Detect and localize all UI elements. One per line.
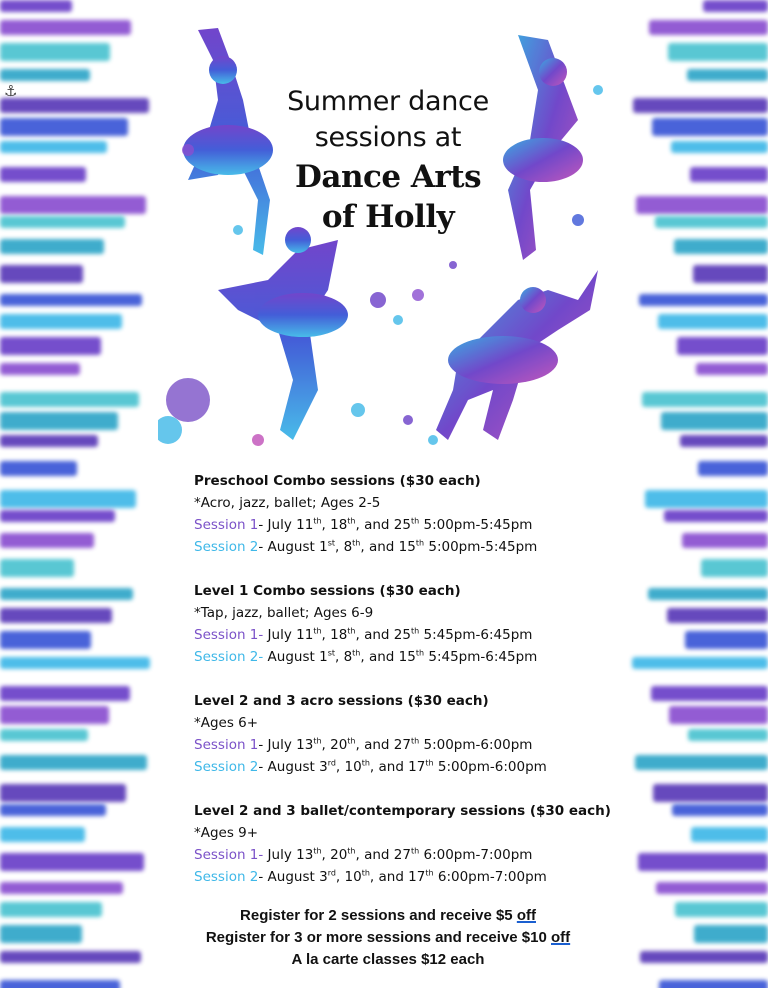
stripe [0,657,150,669]
section-heading: Level 1 Combo sessions ($30 each) [194,583,461,599]
flyer-title [278,84,498,236]
stripe [668,43,768,61]
dancer-top-left [183,28,273,255]
stripe [688,729,768,741]
dancer-top-right [503,35,583,260]
stripe [0,141,107,153]
session-listings [194,470,614,910]
stripe [0,118,128,136]
stripe [658,314,768,329]
stripe [671,141,768,153]
stripe [640,951,768,963]
section-detail: *Ages 9+ [194,825,259,841]
stripe [0,167,86,182]
section-heading: Preschool Combo sessions ($30 each) [194,473,481,489]
dancer-bottom-left [218,227,348,440]
stripe [682,533,768,548]
discount-line-2: Register for 3 or more sessions and receive $10 off [205,929,571,946]
stripe [0,196,146,214]
stripe [664,510,768,522]
stripe [0,314,122,329]
stripe [0,608,112,623]
stripe [0,951,141,963]
stripe [0,706,109,724]
stripe [0,43,110,61]
stripe [639,294,768,306]
stripe [0,337,101,355]
stripe [680,435,768,447]
stripe [649,20,768,35]
stripe [642,392,768,407]
stripe [0,265,83,283]
stripe [0,686,130,701]
stripe [651,686,768,701]
stripe [0,435,98,447]
stripe [0,461,77,476]
stripe [0,69,90,81]
stripe [0,631,91,649]
section-heading: Level 2 and 3 ballet/contemporary sessions ($30 each) [194,803,611,819]
section-detail: *Tap, jazz, ballet; Ages 6-9 [194,605,374,621]
stripe [632,657,768,669]
session-1-line: Session 1- July 11th, 18th, and 25th 5:45pm-6:45pm [194,626,533,643]
a-la-carte-line: A la carte classes $12 each [291,951,485,968]
stripe [0,510,115,522]
section-heading: Level 2 and 3 acro sessions ($30 each) [194,693,489,709]
session-2-label: Session 2 [194,539,259,555]
session-1-line: Session 1- July 11th, 18th, and 25th 5:00pm-5:45pm [194,516,533,533]
left-decorative-stripes [0,0,170,988]
stripe [690,167,768,182]
stripe [652,118,768,136]
stripe [674,239,768,254]
session-1-line: Session 1- July 13th, 20th, and 27th 6:00pm-7:00pm [194,846,533,863]
title-line-3: Dance Arts [294,159,482,195]
session-1-label: Session 1- [194,847,264,863]
stripe [672,804,768,816]
stripe [0,216,125,228]
section-preschool-combo [194,470,614,558]
stripe [0,239,104,254]
stripe [656,882,768,894]
stripe [0,882,123,894]
section-level-1-combo [194,580,614,668]
title-line-2: sessions at [314,122,462,153]
session-2-label: Session 2 [194,869,259,885]
dancers-illustration [158,0,618,460]
stripe [0,729,88,741]
stripe [0,925,82,943]
session-2-label: Session 2- [194,649,264,665]
session-1-label: Session 1 [194,737,259,753]
section-detail: *Ages 6+ [194,715,259,731]
stripe [669,706,768,724]
stripe [694,925,768,943]
stripe [633,98,768,113]
stripe [0,804,106,816]
title-line-4: of Holly [321,199,455,235]
anchor-icon: ⚓ [4,82,18,100]
stripe [0,294,142,306]
section-level-2-3-ballet [194,800,614,888]
stripe [636,196,768,214]
stripe [0,588,133,600]
dancer-bottom-right [436,270,598,440]
stripe [659,980,768,988]
session-2-line: Session 2- August 1st, 8th, and 15th 5:45pm-6:45pm [194,648,538,665]
stripe [677,337,768,355]
session-2-line: Session 2- August 3rd, 10th, and 17th 5:00pm-6:00pm [194,758,547,775]
stripe [638,853,768,871]
discount-line-1: Register for 2 sessions and receive $5 off [240,907,536,924]
stripe [0,363,80,375]
pricing-footer [158,905,618,971]
session-1-label: Session 1- [194,627,264,643]
stripe [701,559,768,577]
section-detail: *Acro, jazz, ballet; Ages 2-5 [194,495,381,511]
stripe [661,412,768,430]
stripe [648,588,768,600]
stripe [0,784,126,802]
stripe [0,559,74,577]
session-2-label: Session 2 [194,759,259,775]
stripe [635,755,768,770]
stripe [655,216,768,228]
stripe [645,490,768,508]
session-2-line: Session 2- August 3rd, 10th, and 17th 6:00pm-7:00pm [194,868,547,885]
stripe [693,265,768,283]
session-1-label: Session 1 [194,517,259,533]
stripe [0,98,149,113]
stripe [0,490,136,508]
stripe [0,827,85,842]
stripe [0,533,94,548]
stripe [691,827,768,842]
stripe [0,412,118,430]
stripe [675,902,768,917]
stripe [667,608,768,623]
stripe [687,69,768,81]
title-line-1: Summer dance [287,86,489,117]
stripe [0,755,147,770]
section-level-2-3-acro [194,690,614,778]
stripe [685,631,768,649]
session-1-line: Session 1- July 13th, 20th, and 27th 5:00pm-6:00pm [194,736,533,753]
stripe [0,980,120,988]
stripe [0,20,131,35]
stripe [696,363,768,375]
stripe [0,902,102,917]
right-decorative-stripes [620,0,768,988]
stripe [0,392,139,407]
stripe [698,461,768,476]
stripe [0,853,144,871]
session-2-line: Session 2- August 1st, 8th, and 15th 5:00pm-5:45pm [194,538,538,555]
stripe [0,0,72,12]
stripe [653,784,768,802]
stripe [703,0,768,12]
